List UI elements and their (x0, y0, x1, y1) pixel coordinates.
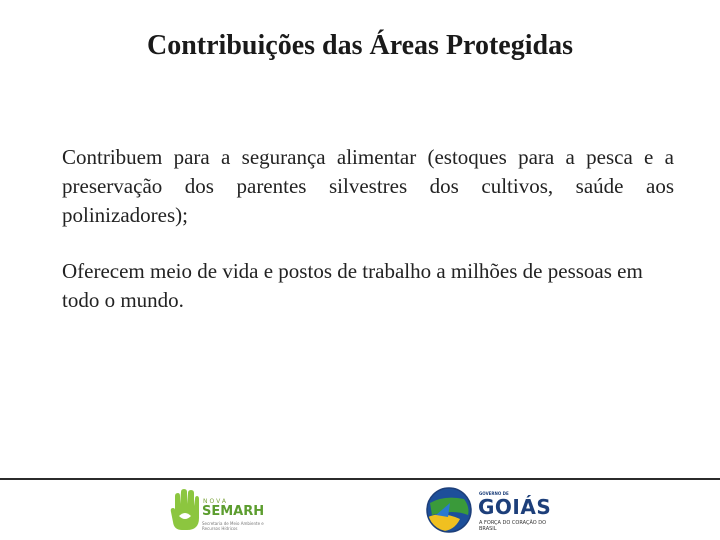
globe-icon (424, 485, 474, 535)
semarh-logo (170, 486, 280, 536)
paragraph-food-security: Contribuem para a segurança alimentar (estoques para a pesca e a preservação dos parentes silvestres dos cultivos, saúde aos polinizadores); (62, 145, 674, 227)
semarh-prefix: NOVA (203, 498, 228, 505)
footer-divider (0, 478, 720, 480)
goias-name: GOIÁS (478, 495, 552, 519)
page-title: Contribuições das Áreas Protegidas (147, 30, 573, 61)
semarh-name: SEMARH (202, 504, 265, 519)
hand-icon (170, 488, 200, 532)
goias-tagline: A FORÇA DO CORAÇÃO DO BRASIL (479, 520, 547, 532)
goias-prefix: GOVERNO DE (479, 491, 509, 496)
paragraph-livelihoods: Oferecem meio de vida e postos de trabalho a milhões de pessoas em todo o mundo. (62, 259, 643, 312)
goias-logo (424, 484, 564, 536)
semarh-tagline: Secretaria de Meio Ambiente e Recursos Hídricos (202, 521, 264, 531)
